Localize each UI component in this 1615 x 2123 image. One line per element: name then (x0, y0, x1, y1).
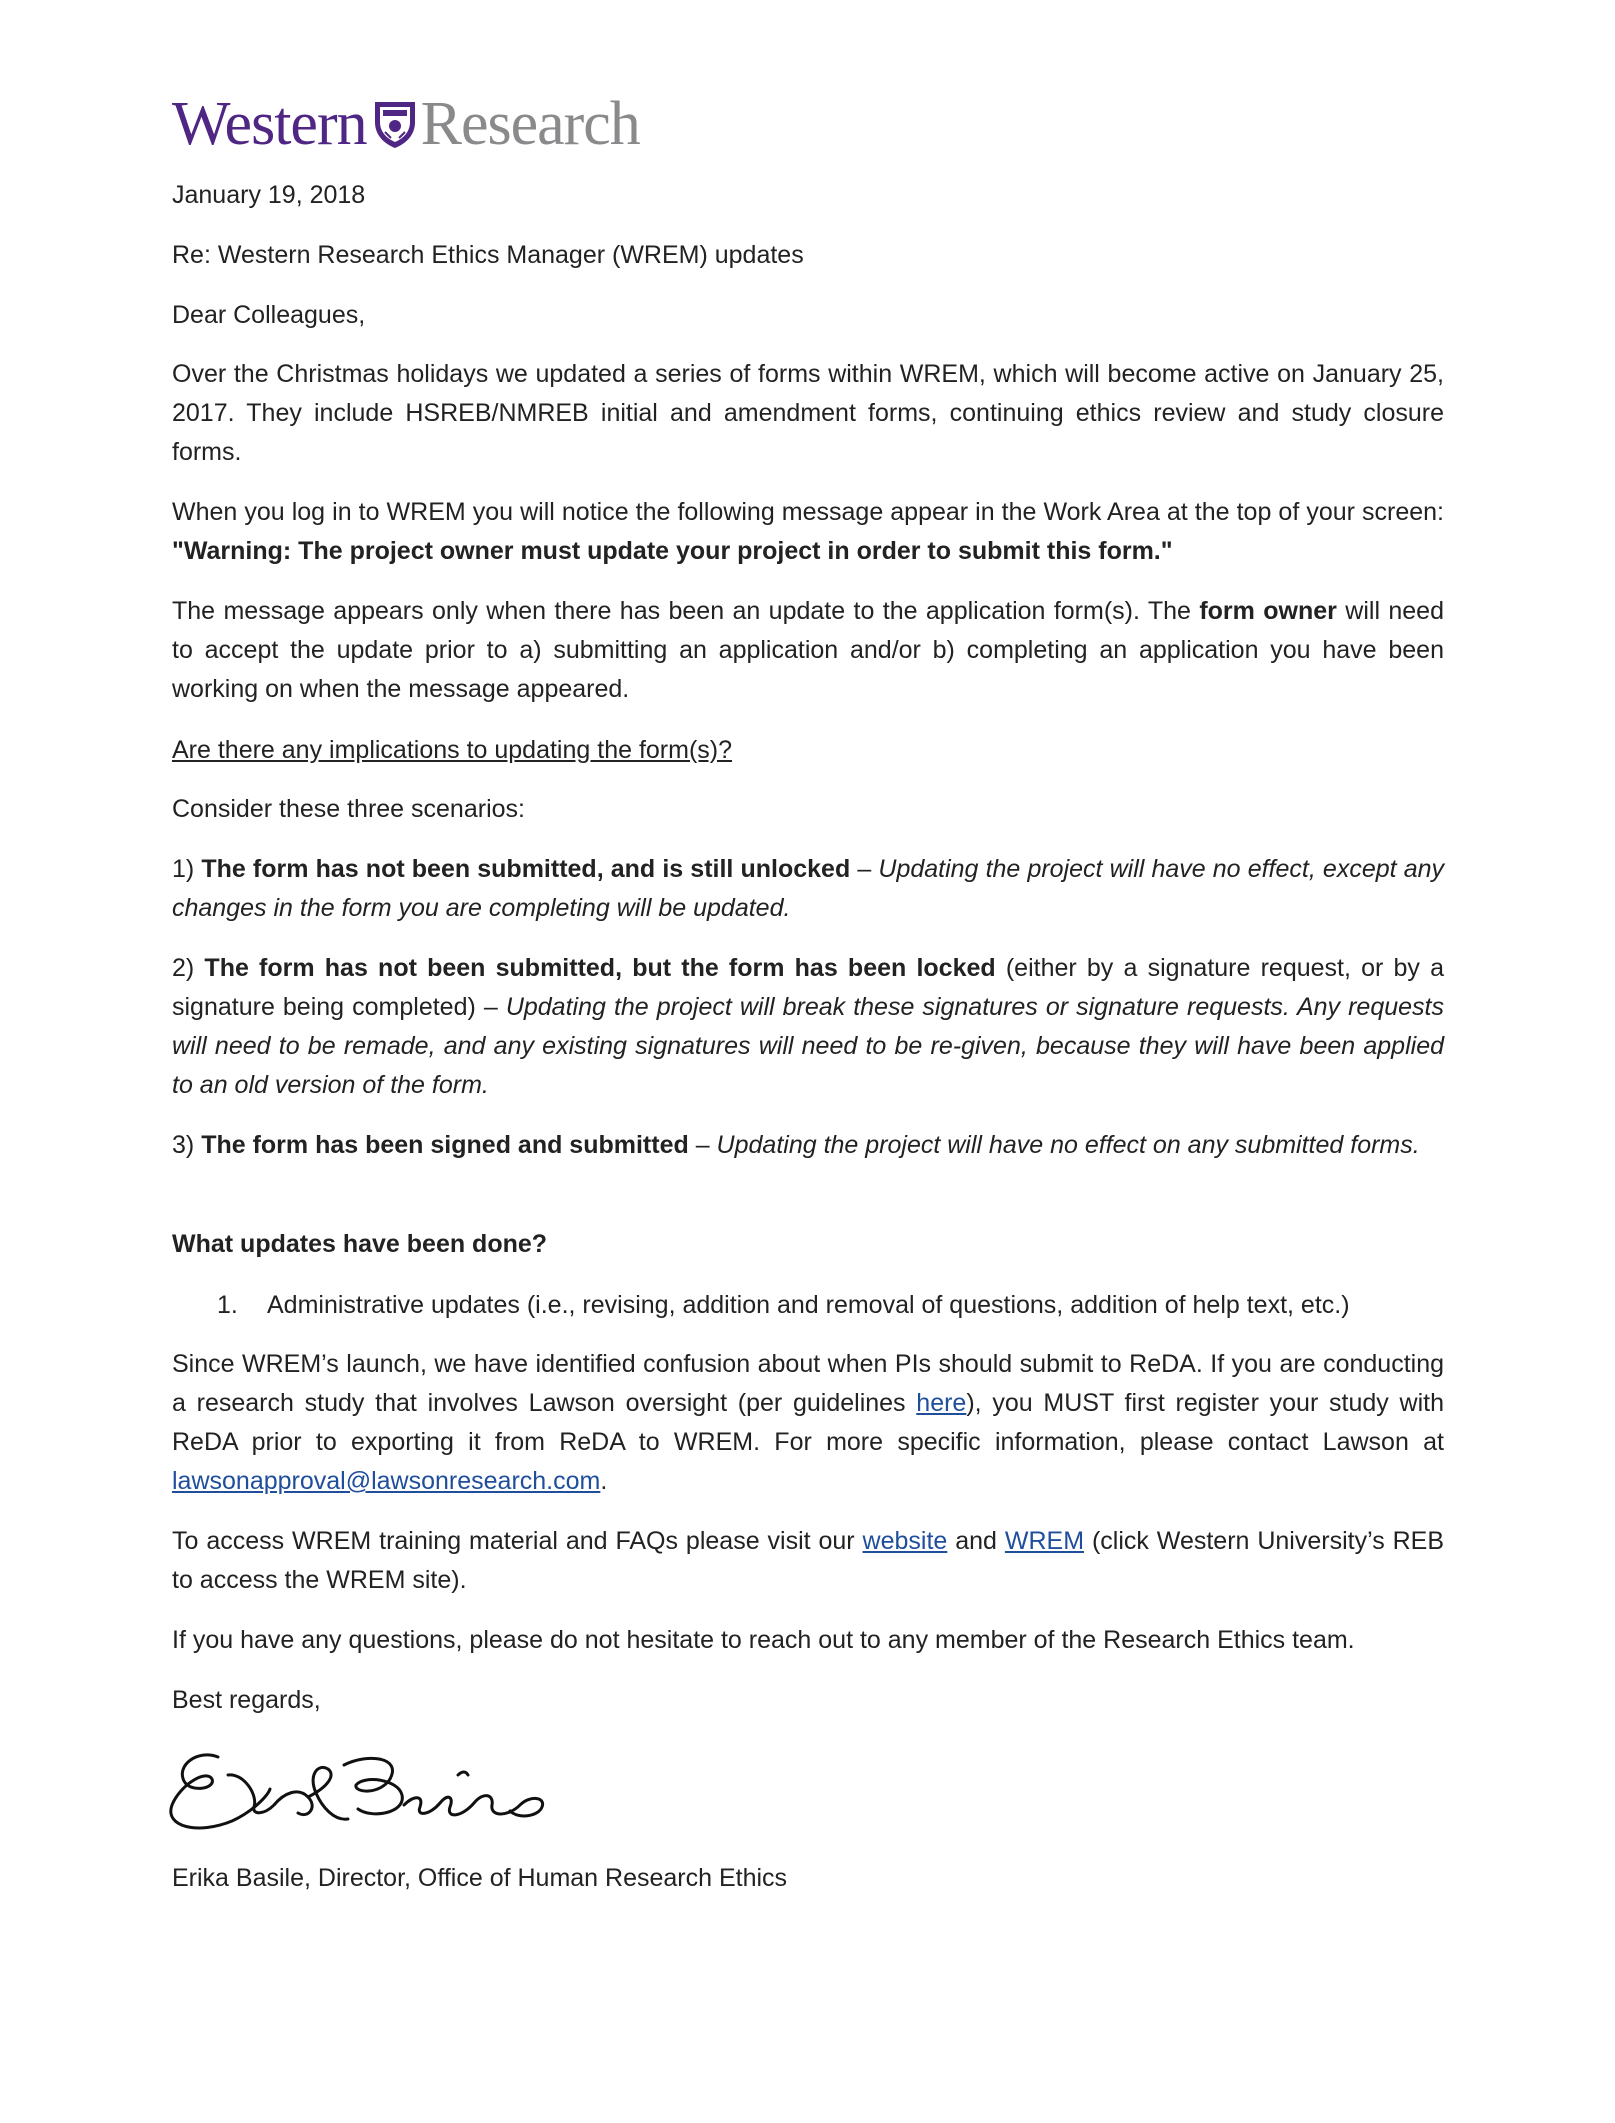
warning-text: "Warning: The project owner must update your project in order to submit this form." (172, 537, 1173, 565)
lawson-email-link[interactable]: lawsonapproval@lawsonresearch.com (172, 1467, 601, 1495)
western-research-logo (172, 88, 640, 160)
western-crest-icon (373, 98, 417, 150)
paragraph-questions: If you have any questions, please do not hesitate to reach out to any member of the Research Ethics team. (172, 1626, 1355, 1654)
letter-date: January 19, 2018 (172, 181, 366, 209)
scenario-3: 3) The form has been signed and submitted – Updating the project will have no effect on any submitted forms. (172, 1131, 1420, 1159)
website-link[interactable]: website (862, 1527, 948, 1555)
paragraph-forms-updated: Over the Christmas holidays we updated a series of forms within WREM, which will become active on January 25, 2017. They include HSREB/NMREB initial and amendment forms, continuing ethics review and study closure forms. (172, 360, 1444, 466)
scenario-2: 2) The form has not been submitted, but the form has been locked (either by a signature request, or by a signature being completed) – Updating the project will break these signatures or signature requests. Any requests will need to be remade, and any existing signatures will need to be re-given, because they will have been applied to an old version of the form. (172, 954, 1445, 1099)
logo-western-word: Western (172, 90, 367, 158)
guidelines-here-link[interactable]: here (916, 1389, 967, 1417)
letter-closing: Best regards, (172, 1686, 321, 1714)
handwritten-signature (158, 1735, 568, 1845)
paragraph-training: To access WREM training material and FAQs please visit our website and WREM (click Western University’s REB to access the WREM site). (172, 1527, 1445, 1594)
updates-heading: What updates have been done? (172, 1230, 548, 1258)
implications-question: Are there any implications to updating the form(s)? (172, 736, 732, 764)
list-item-number: 1. (217, 1291, 238, 1319)
paragraph-reda: Since WREM’s launch, we have identified confusion about when PIs should submit to ReDA. If you are conducting a research study that involves Lawson oversight (per guidelines here), you MUST first register your study with ReDA prior to exporting it from ReDA to WREM. For more specific information, please contact Lawson at lawsonapproval@lawsonresearch.com. (172, 1350, 1444, 1495)
paragraph-warning-message: When you log in to WREM you will notice the following message appear in the Work Area at the top of your screen: "Warning: The project owner must update your project in order to submit this form." (172, 498, 1444, 565)
logo-research-word: Research (420, 90, 640, 158)
paragraph-message-appears: The message appears only when there has been an update to the application form(s). The form owner will need to accept the update prior to a) submitting an application and/or b) completing an application you have been working on when the message appeared. (172, 597, 1444, 703)
letter-subject: Re: Western Research Ethics Manager (WREM) updates (172, 241, 804, 269)
list-item (217, 1286, 1444, 1325)
consider-scenarios: Consider these three scenarios: (172, 795, 525, 823)
signoff-name-title: Erika Basile, Director, Office of Human Research Ethics (172, 1864, 788, 1892)
scenario-1: 1) The form has not been submitted, and is still unlocked – Updating the project will have no effect, except any changes in the form you are completing will be updated. (172, 855, 1444, 922)
list-item-text: Administrative updates (i.e., revising, addition and removal of questions, addition of help text, etc.) (267, 1291, 1350, 1319)
letter-salutation: Dear Colleagues, (172, 301, 366, 329)
wrem-link[interactable]: WREM (1004, 1527, 1085, 1555)
